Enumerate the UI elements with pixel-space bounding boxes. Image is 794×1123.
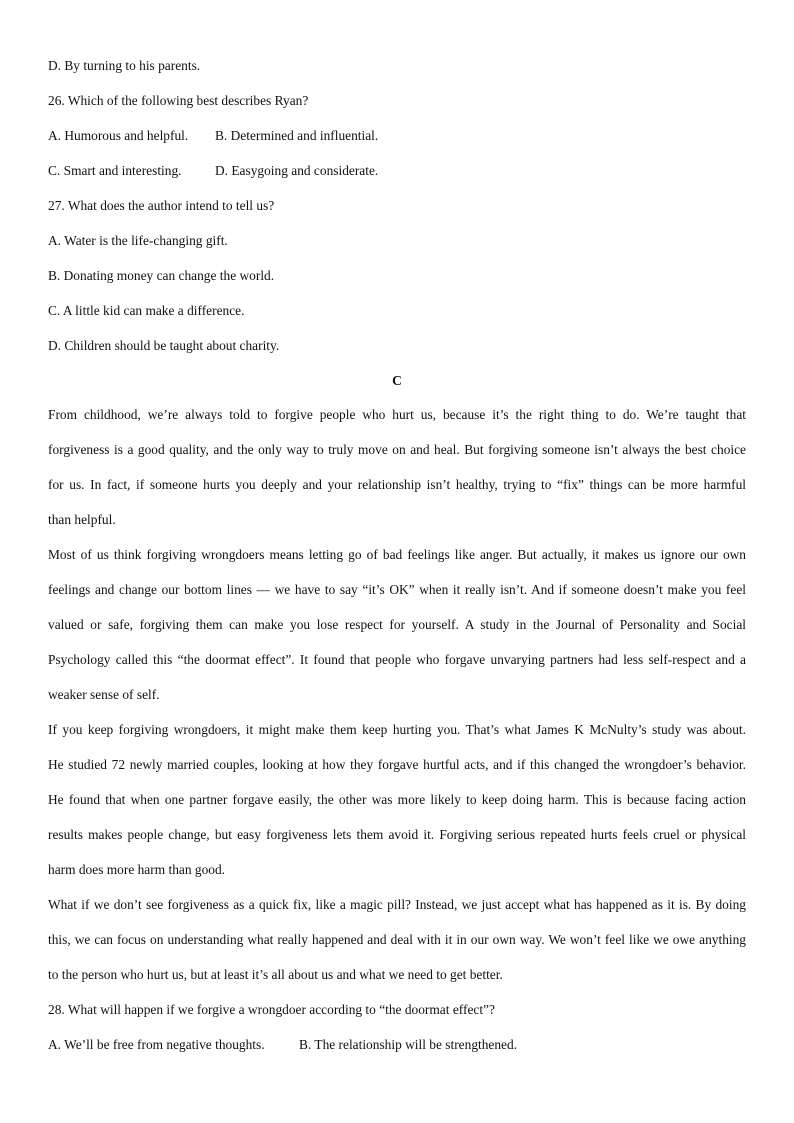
q27-option-c: C. A little kid can make a difference. [48, 303, 245, 318]
q26-option-a: A. Humorous and helpful. [48, 128, 189, 143]
q27-option-b: B. Donating money can change the world. [48, 268, 275, 283]
section-heading: C [392, 373, 402, 388]
passage-p1-line: than helpful. [48, 512, 116, 527]
q26-question: 26. Which of the following best describes Ryan? [48, 93, 309, 108]
q26-option-d: D. Easygoing and considerate. [215, 163, 379, 178]
passage-p3-line: He found that when one partner forgave easily, the other was more likely to keep doing harm. This is because facing action [48, 792, 746, 807]
passage-p2-line: Most of us think forgiving wrongdoers means letting go of bad feelings like anger. But actually, it makes us ignore our own [48, 547, 746, 562]
passage-p2-line: valued or safe, forgiving them can make you lose respect for yourself. A study in the Journal of Personality and Social [48, 617, 746, 632]
passage-p2-line: Psychology called this “the doormat effect”. It found that people who forgave unvarying partners had less self-respect and a [48, 652, 746, 667]
passage-p3-line: If you keep forgiving wrongdoers, it might make them keep hurting you. That’s what James K McNulty’s study was about. [48, 722, 746, 737]
passage-p3-line: harm does more harm than good. [48, 862, 226, 877]
passage-p3-line: He studied 72 newly married couples, looking at how they forgave hurtful acts, and if this changed the wrongdoer’s behavior. [48, 757, 746, 772]
q25-option-d: D. By turning to his parents. [48, 58, 201, 73]
q26-option-b: B. Determined and influential. [215, 128, 379, 143]
q28-option-a: A. We’ll be free from negative thoughts. [48, 1037, 265, 1052]
passage-p1-line: forgiveness is a good quality, and the only way to truly move on and heal. But forgiving someone isn’t always the best choice [48, 442, 746, 457]
q28-option-b: B. The relationship will be strengthened. [299, 1037, 518, 1052]
passage-p1-line: for us. In fact, if someone hurts you deeply and your relationship isn’t healthy, trying to “fix” things can be more harmful [48, 477, 746, 492]
passage-p4-line: to the person who hurt us, but at least it’s all about us and what we need to get better. [48, 967, 503, 982]
passage-p2-line: feelings and change our bottom lines — we have to say “it’s OK” when it really isn’t. And if someone doesn’t make you feel [48, 582, 746, 597]
passage-p4-line: this, we can focus on understanding what really happened and deal with it in our own way. We won’t feel like we owe anything [48, 932, 746, 947]
q27-question: 27. What does the author intend to tell us? [48, 198, 275, 213]
passage-p4-line: What if we don’t see forgiveness as a quick fix, like a magic pill? Instead, we just accept what has happened as it is. By doing [48, 897, 746, 912]
passage-p2-line: weaker sense of self. [48, 687, 160, 702]
passage-p1-line: From childhood, we’re always told to forgive people who hurt us, because it’s the right thing to do. We’re taught that [48, 407, 746, 422]
q27-option-a: A. Water is the life-changing gift. [48, 233, 228, 248]
q28-question: 28. What will happen if we forgive a wrongdoer according to “the doormat effect”? [48, 1002, 495, 1017]
passage-p3-line: results makes people change, but easy forgiveness lets them avoid it. Forgiving serious repeated hurts feels cruel or physical [48, 827, 746, 842]
q26-option-c: C. Smart and interesting. [48, 163, 182, 178]
q27-option-d: D. Children should be taught about charity. [48, 338, 280, 353]
